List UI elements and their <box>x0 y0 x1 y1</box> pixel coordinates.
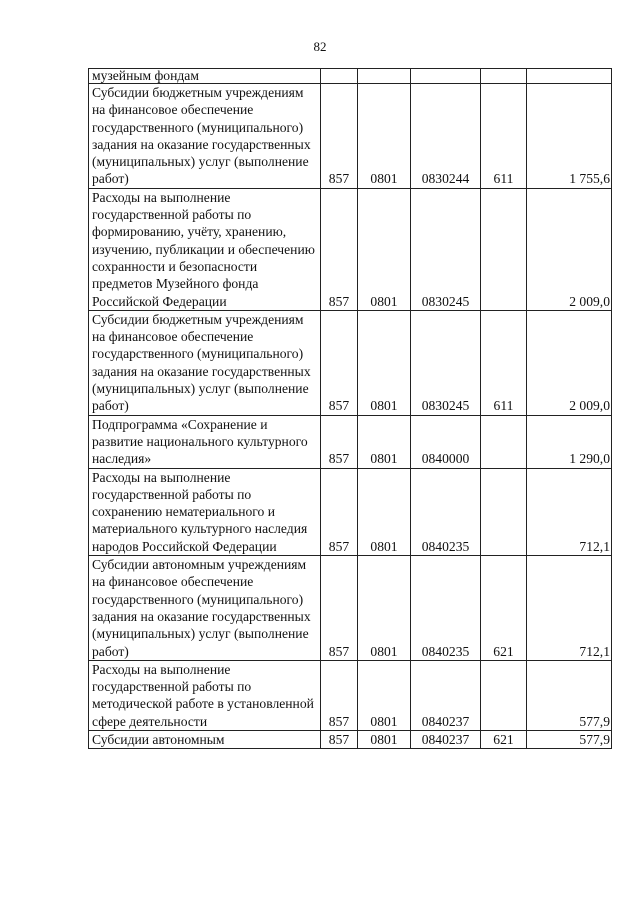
budget-table <box>88 68 612 749</box>
amount-cell: 577,9 <box>527 660 612 730</box>
rz-cell: 0801 <box>358 188 411 310</box>
table-row <box>89 84 612 189</box>
ved-cell: 857 <box>321 310 358 415</box>
amount-cell: 1 755,6 <box>527 84 612 189</box>
table-row <box>89 468 612 555</box>
table-row <box>89 730 612 748</box>
expense-name-cell: Расходы на выполнение государственной работы по формированию, учёту, хранению, изучению, публикации и обеспечению сохранности и безопасности предметов Музейного фонда Российской Федерации <box>89 188 321 310</box>
rz-cell: 0801 <box>358 556 411 661</box>
table-row <box>89 415 612 468</box>
expense-name-cell: Подпрограмма «Сохранение и развитие национального культурного наследия» <box>89 415 321 468</box>
vr-cell: 621 <box>481 556 527 661</box>
amount-cell: 2 009,0 <box>527 188 612 310</box>
csr-cell: 0830244 <box>411 84 481 189</box>
ved-cell <box>321 69 358 84</box>
rz-cell: 0801 <box>358 660 411 730</box>
ved-cell: 857 <box>321 660 358 730</box>
vr-cell: 611 <box>481 310 527 415</box>
ved-cell: 857 <box>321 468 358 555</box>
expense-name-cell: Расходы на выполнение государственной работы по методической работе в установленной сфере деятельности <box>89 660 321 730</box>
rz-cell: 0801 <box>358 84 411 189</box>
ved-cell: 857 <box>321 188 358 310</box>
table-row <box>89 556 612 661</box>
ved-cell: 857 <box>321 730 358 748</box>
page-number: 82 <box>313 39 327 54</box>
rz-cell: 0801 <box>358 310 411 415</box>
ved-cell: 857 <box>321 415 358 468</box>
expense-name-cell: Субсидии бюджетным учреждениям на финансовое обеспечение государственного (муниципального) задания на оказание государственных (муниципальных) услуг (выполнение работ) <box>89 310 321 415</box>
csr-cell <box>411 69 481 84</box>
vr-cell <box>481 468 527 555</box>
csr-cell: 0830245 <box>411 310 481 415</box>
vr-cell <box>481 188 527 310</box>
csr-cell: 0840000 <box>411 415 481 468</box>
vr-cell: 621 <box>481 730 527 748</box>
table-row <box>89 69 612 84</box>
amount-cell: 2 009,0 <box>527 310 612 415</box>
rz-cell <box>358 69 411 84</box>
vr-cell <box>481 660 527 730</box>
ved-cell: 857 <box>321 556 358 661</box>
ved-cell: 857 <box>321 84 358 189</box>
expense-name-cell: Субсидии бюджетным учреждениям на финансовое обеспечение государственного (муниципального) задания на оказание государственных (муниципальных) услуг (выполнение работ) <box>89 84 321 189</box>
vr-cell <box>481 415 527 468</box>
table-row <box>89 660 612 730</box>
table-row <box>89 310 612 415</box>
csr-cell: 0840237 <box>411 660 481 730</box>
csr-cell: 0830245 <box>411 188 481 310</box>
amount-cell: 577,9 <box>527 730 612 748</box>
rz-cell: 0801 <box>358 468 411 555</box>
amount-cell <box>527 69 612 84</box>
rz-cell: 0801 <box>358 730 411 748</box>
expense-name-cell: Субсидии автономным учреждениям на финансовое обеспечение государственного (муниципального) задания на оказание государственных (муниципальных) услуг (выполнение работ) <box>89 556 321 661</box>
amount-cell: 712,1 <box>527 556 612 661</box>
csr-cell: 0840237 <box>411 730 481 748</box>
expense-name-cell: Расходы на выполнение государственной работы по сохранению нематериального и материального культурного наследия народов Российской Федерации <box>89 468 321 555</box>
expense-name-cell: Субсидии автономным <box>89 730 321 748</box>
vr-cell: 611 <box>481 84 527 189</box>
csr-cell: 0840235 <box>411 556 481 661</box>
vr-cell <box>481 69 527 84</box>
csr-cell: 0840235 <box>411 468 481 555</box>
table-row <box>89 188 612 310</box>
amount-cell: 712,1 <box>527 468 612 555</box>
expense-name-cell: музейным фондам <box>89 69 321 84</box>
rz-cell: 0801 <box>358 415 411 468</box>
amount-cell: 1 290,0 <box>527 415 612 468</box>
